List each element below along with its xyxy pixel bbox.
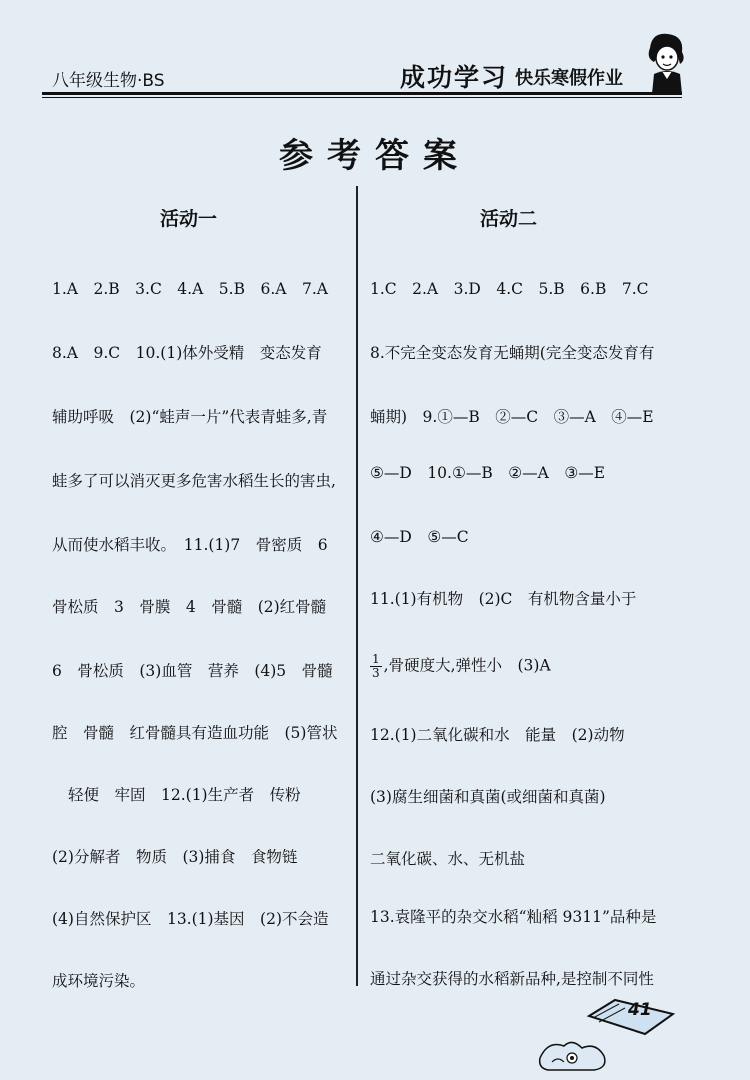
right-line: ,骨硬度大,弹性小 (3)A [383,656,551,675]
fraction-denominator: 3 [372,666,380,680]
cartoon-decoration-icon [538,1028,618,1073]
right-line: ④—D ⑤—C [370,528,469,546]
mascot-icon [640,30,690,96]
series-title: 快乐寒假作业 [515,68,623,89]
left-line: 蛙多了可以消灭更多危害水稻生长的害虫, [52,472,336,490]
left-line: 成环境污染。 [52,972,146,990]
left-line: 骨松质 3 骨膜 4 骨髓 (2)红骨髓 [52,598,327,616]
fraction-line [370,653,551,680]
left-line: 从而使水稻丰收。 11.(1)7 骨密质 6 [52,536,328,554]
left-line: 1.A 2.B 3.C 4.A 5.B 6.A 7.A [52,280,328,298]
right-line: 11.(1)有机物 (2)C 有机物含量小于 [370,590,637,608]
right-line: 1.C 2.A 3.D 4.C 5.B 6.B 7.C [370,280,649,298]
fraction-numerator: 1 [372,652,380,666]
page-number: 41 [628,1000,652,1020]
header-rule-thin [42,97,682,98]
column-divider [356,186,358,986]
left-line: 6 骨松质 (3)血管 营养 (4)5 骨髓 [52,662,333,680]
left-line: (4)自然保护区 13.(1)基因 (2)不会造 [52,910,329,928]
right-line: ⑤—D 10.①—B ②—A ③—E [370,464,606,482]
right-line: 二氧化碳、水、无机盐 [370,850,526,868]
right-column-heading: 活动二 [480,208,538,230]
left-line: 轻便 牢固 12.(1)生产者 传粉 [68,786,301,804]
page-title: 参考答案 [279,136,471,176]
left-line: (2)分解者 物质 (3)捕食 食物链 [52,848,298,866]
right-line: (3)腐生细菌和真菌(或细菌和真菌) [370,788,606,806]
left-line: 8.A 9.C 10.(1)体外受精 变态发育 [52,344,322,362]
left-column-heading: 活动一 [160,208,218,230]
header-rule [42,92,682,95]
right-line: 8.不完全变态发育无蛹期(完全变态发育有 [370,344,655,362]
subject-label: 八年级生物·BS [52,71,165,91]
brand-title: 成功学习 [400,63,509,92]
right-line: 蛹期) 9.①—B ②—C ③—A ④—E [370,408,654,426]
left-line: 辅助呼吸 (2)“蛙声一片”代表青蛙多,青 [52,408,328,426]
right-line: 12.(1)二氧化碳和水 能量 (2)动物 [370,726,625,744]
right-line: 通过杂交获得的水稻新品种,是控制不同性 [370,970,654,988]
left-line: 腔 骨髓 红骨髓具有造血功能 (5)管状 [52,724,338,742]
right-line: 13.袁隆平的杂交水稻“籼稻 9311”品种是 [370,908,657,926]
fraction [370,653,382,680]
